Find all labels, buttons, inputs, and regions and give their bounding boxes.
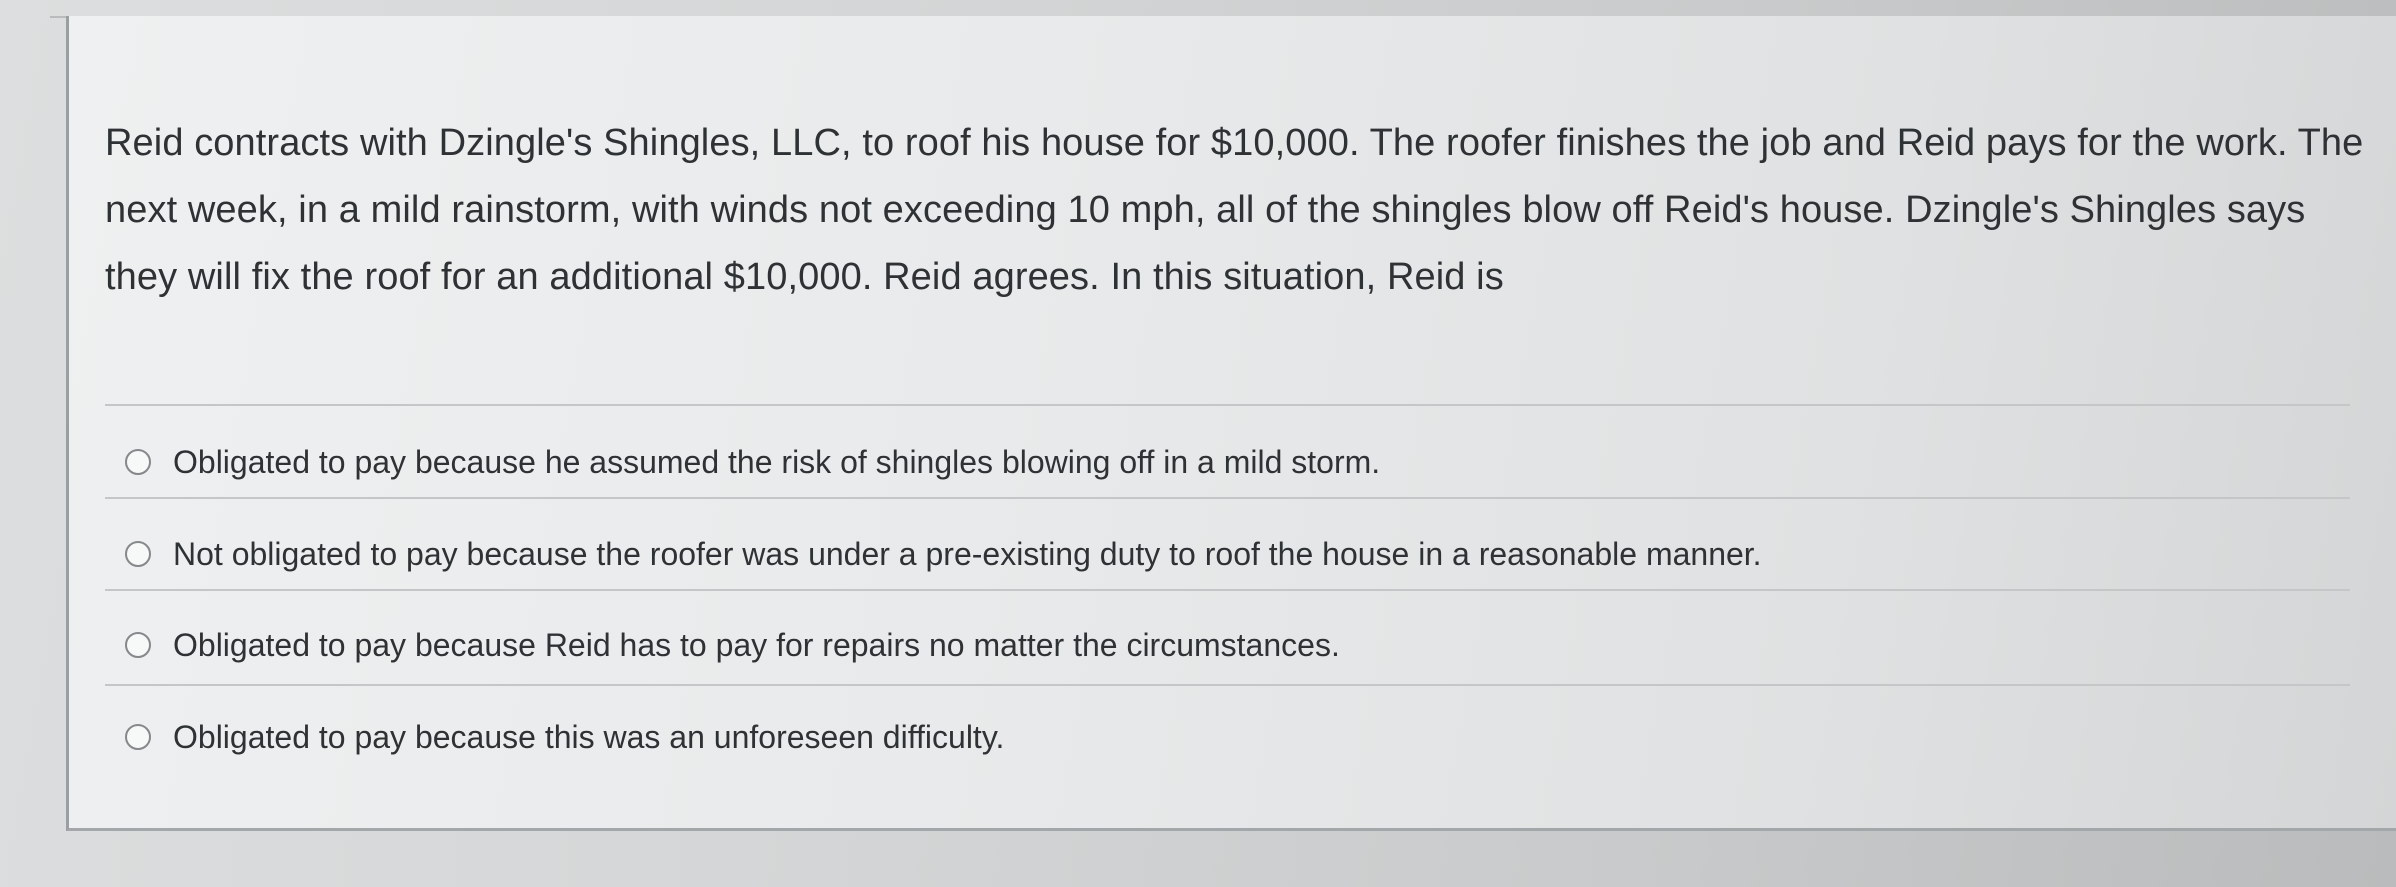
answer-label: Obligated to pay because he assumed the risk of shingles blowing off in a mild storm. [173,443,1381,480]
answer-option-1[interactable] [125,432,1380,492]
question-divider [105,404,2350,406]
answer-divider [105,497,2350,499]
answer-label: Obligated to pay because this was an unforeseen difficulty. [173,718,1005,755]
radio-button-icon[interactable] [125,632,151,658]
radio-button-icon[interactable] [125,724,151,750]
answer-label: Not obligated to pay because the roofer was under a pre-existing duty to roof the house in a reasonable manner. [173,535,1762,572]
radio-button-icon[interactable] [125,449,151,475]
radio-button-icon[interactable] [125,541,151,567]
question-text: Reid contracts with Dzingle's Shingles, LLC, to roof his house for $10,000. The roofer finishes the job and Reid pays for the work. The next week, in a mild rainstorm, with winds not exceeding 10 mph, all of the shingles blow off Reid's house. Dzingle's Shingles says they will fix the roof for an additional $10,000. Reid agrees. In this situation, Reid is [105,122,2364,298]
answer-divider [105,589,2350,591]
answer-option-3[interactable] [125,615,1340,675]
answer-divider [105,684,2350,686]
answer-option-2[interactable] [125,524,1762,584]
answer-option-4[interactable] [125,707,1004,767]
answer-label: Obligated to pay because Reid has to pay for repairs no matter the circumstances. [173,626,1340,663]
